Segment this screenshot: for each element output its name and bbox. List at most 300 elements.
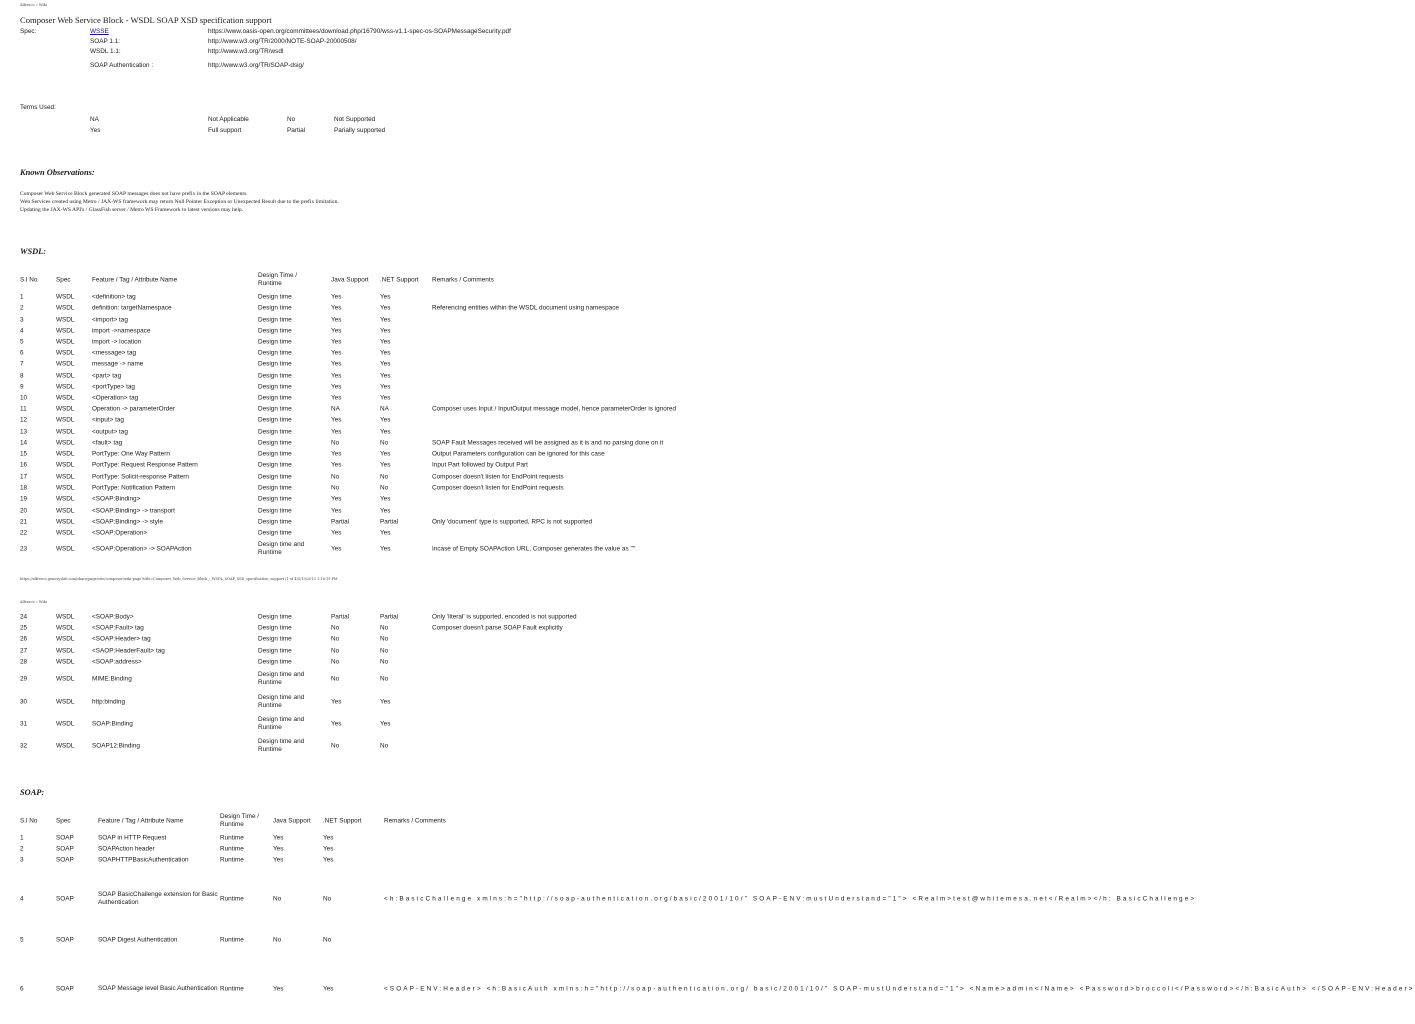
table-cell: Design time and Runtime bbox=[258, 694, 305, 709]
table-cell: PortType: Request Response Pattern bbox=[92, 461, 198, 469]
table-cell: SOAP bbox=[56, 834, 74, 842]
table-cell: No bbox=[380, 658, 389, 666]
spec-label: Spec: bbox=[20, 28, 37, 35]
table-cell: No bbox=[380, 647, 389, 655]
table-cell: SOAP in HTTP Request bbox=[98, 834, 167, 842]
table-cell: <fault> tag bbox=[92, 439, 123, 447]
table-cell: <definition> tag bbox=[92, 293, 136, 301]
table-row bbox=[0, 845, 768, 853]
table-header-row bbox=[0, 272, 768, 287]
table-cell: WSDL bbox=[56, 304, 75, 312]
table-cell: 5 bbox=[20, 936, 24, 944]
table-cell: SOAP bbox=[56, 845, 74, 853]
table-row bbox=[0, 349, 768, 357]
table-cell: Yes bbox=[380, 372, 391, 380]
table-cell: Feature / Tag / Attribute Name bbox=[98, 817, 184, 825]
table-cell: Java Support bbox=[273, 817, 311, 825]
table-cell: 30 bbox=[20, 698, 28, 706]
table-cell: Only 'document' type is supported, RPC is not supported bbox=[432, 518, 593, 526]
table-cell: NA bbox=[380, 405, 389, 413]
table-cell: SOAP bbox=[56, 856, 74, 864]
spec-url[interactable]: https://www.oasis-open.org/committees/download.php/16790/wss-v1.1-spec-os-SOAPMessageSecurity.pdf bbox=[208, 28, 511, 35]
table-cell: 21 bbox=[20, 518, 28, 526]
table-row bbox=[0, 985, 1415, 993]
table-cell: Design time bbox=[258, 416, 292, 424]
table-row bbox=[0, 694, 768, 709]
table-cell: SOAPAction header bbox=[98, 845, 155, 853]
table-cell: Yes bbox=[380, 338, 391, 346]
table-cell: Yes bbox=[323, 845, 334, 853]
table-cell: Yes bbox=[331, 416, 342, 424]
spec-name: SOAP 1.1: bbox=[90, 38, 121, 45]
table-cell: Remarks / Comments bbox=[432, 276, 494, 284]
table-cell: Yes bbox=[380, 383, 391, 391]
spec-url[interactable]: http://www.w3.org/TR/2000/NOTE-SOAP-20000508/ bbox=[208, 38, 357, 45]
table-cell: NA bbox=[331, 405, 340, 413]
table-cell: <SOAP:Binding> bbox=[92, 495, 141, 503]
table-cell: Design time bbox=[258, 293, 292, 301]
table-cell: No bbox=[380, 484, 389, 492]
table-cell: Yes bbox=[380, 360, 391, 368]
table-row bbox=[0, 529, 768, 537]
table-cell: SOAP bbox=[56, 895, 74, 903]
table-cell: No bbox=[380, 624, 389, 632]
table-cell: PortType: Solicit-response Pattern bbox=[92, 473, 189, 481]
table-cell: No bbox=[380, 675, 389, 683]
table-cell: Yes bbox=[380, 304, 391, 312]
table-cell: 32 bbox=[20, 742, 28, 750]
table-cell: WSDL bbox=[56, 349, 75, 357]
table-cell: Spec bbox=[56, 276, 71, 284]
table-cell: 5 bbox=[20, 338, 24, 346]
table-cell: Design time bbox=[258, 635, 292, 643]
table-cell: 4 bbox=[20, 327, 24, 335]
table-cell: Incase of Empty SOAPAction URL, Composer generates the value as "" bbox=[432, 545, 635, 553]
table-cell: Design time bbox=[258, 647, 292, 655]
table-row bbox=[0, 518, 768, 526]
table-cell: MIME:Binding bbox=[92, 675, 132, 683]
table-cell: 3 bbox=[20, 316, 24, 324]
table-cell: <message> tag bbox=[92, 349, 137, 357]
table-cell: 17 bbox=[20, 473, 28, 481]
table-cell: WSDL bbox=[56, 545, 75, 553]
table-cell: 29 bbox=[20, 675, 28, 683]
table-cell: WSDL bbox=[56, 405, 75, 413]
table-cell: Yes bbox=[273, 856, 284, 864]
table-cell: Design time and Runtime bbox=[258, 716, 305, 731]
table-cell: Design time bbox=[258, 461, 292, 469]
table-cell: 6 bbox=[20, 985, 24, 993]
table-cell: 27 bbox=[20, 647, 28, 655]
table-cell: Runtime bbox=[220, 936, 244, 944]
table-cell: <SOAP:Operation> bbox=[92, 529, 148, 537]
table-cell: Design time and Runtime bbox=[258, 738, 305, 753]
table-cell: No bbox=[331, 624, 340, 632]
table-cell: S.l No bbox=[20, 817, 38, 825]
term-meaning: Parially supported bbox=[334, 127, 386, 134]
table-cell: 24 bbox=[20, 613, 28, 621]
table-cell: <SAOP:HeaderFault> tag bbox=[92, 647, 165, 655]
table-cell: PortType: Notification Pattern bbox=[92, 484, 176, 492]
table-header-row bbox=[0, 813, 768, 828]
table-cell: Java Support bbox=[331, 276, 369, 284]
table-cell: 2 bbox=[20, 304, 24, 312]
table-cell: No bbox=[273, 936, 282, 944]
table-cell: <Operation> tag bbox=[92, 394, 139, 402]
table-row bbox=[0, 716, 768, 731]
table-cell: <import> tag bbox=[92, 316, 128, 324]
table-cell: 12 bbox=[20, 416, 28, 424]
table-cell: Composer doesn't parse SOAP Fault explicitly bbox=[432, 624, 563, 632]
table-cell: Yes bbox=[380, 545, 391, 553]
table-cell: Design time bbox=[258, 658, 292, 666]
table-cell: Yes bbox=[273, 834, 284, 842]
table-cell: WSDL bbox=[56, 529, 75, 537]
table-cell: Spec bbox=[56, 817, 71, 825]
table-cell: 4 bbox=[20, 895, 24, 903]
table-cell: WSDL bbox=[56, 675, 75, 683]
table-cell: Yes bbox=[331, 383, 342, 391]
table-cell: WSDL bbox=[56, 461, 75, 469]
table-cell: SOAP bbox=[56, 985, 74, 993]
table-cell: Yes bbox=[331, 698, 342, 706]
table-row bbox=[0, 316, 768, 324]
table-cell: WSDL bbox=[56, 316, 75, 324]
table-cell: 3 bbox=[20, 856, 24, 864]
table-cell: 15 bbox=[20, 450, 28, 458]
table-cell: Yes bbox=[331, 327, 342, 335]
table-cell: Design time and Runtime bbox=[258, 671, 305, 686]
table-cell: 6 bbox=[20, 349, 24, 357]
term-meaning: Not Applicable bbox=[208, 116, 249, 123]
soap-heading: SOAP: bbox=[20, 788, 45, 797]
table-cell: Yes bbox=[331, 293, 342, 301]
table-cell: Runtime bbox=[220, 895, 244, 903]
table-cell: Yes bbox=[331, 495, 342, 503]
table-cell: <portType> tag bbox=[92, 383, 135, 391]
table-cell: PortType: One Way Pattern bbox=[92, 450, 170, 458]
table-cell: No bbox=[323, 895, 332, 903]
table-cell: <part> tag bbox=[92, 372, 122, 380]
table-cell: 13 bbox=[20, 428, 28, 436]
table-cell: Yes bbox=[323, 834, 334, 842]
table-cell: No bbox=[380, 473, 389, 481]
table-cell: Design time bbox=[258, 405, 292, 413]
table-cell: Yes bbox=[331, 450, 342, 458]
table-row bbox=[0, 405, 768, 413]
table-cell: Yes bbox=[331, 304, 342, 312]
table-cell: WSDL bbox=[56, 416, 75, 424]
table-row bbox=[0, 507, 768, 515]
table-cell: WSDL bbox=[56, 473, 75, 481]
table-cell: Yes bbox=[380, 698, 391, 706]
table-cell: Yes bbox=[380, 428, 391, 436]
term-abbr: No bbox=[287, 116, 296, 123]
table-cell: <output> tag bbox=[92, 428, 128, 436]
table-row bbox=[0, 304, 768, 312]
table-cell: Yes bbox=[323, 856, 334, 864]
table-cell: <SOAP:Binding> -> transport bbox=[92, 507, 175, 515]
table-cell: 16 bbox=[20, 461, 28, 469]
table-row bbox=[0, 891, 1197, 906]
table-cell: Composer doesn't listen for EndPoint requests bbox=[432, 473, 564, 481]
table-cell: No bbox=[331, 675, 340, 683]
page-header-2: Alfresco » Wiki bbox=[20, 600, 47, 604]
table-cell: Yes bbox=[331, 316, 342, 324]
table-cell: WSDL bbox=[56, 360, 75, 368]
table-row bbox=[0, 461, 768, 469]
table-row bbox=[0, 936, 768, 944]
table-cell: Feature / Tag / Attribute Name bbox=[92, 276, 178, 284]
table-cell: <SOAP:Header> tag bbox=[92, 635, 151, 643]
table-cell: Design time bbox=[258, 450, 292, 458]
table-cell: Partial bbox=[331, 613, 350, 621]
table-cell: Composer doesn't listen for EndPoint requests bbox=[432, 484, 564, 492]
table-cell: SOAPHTTPBasicAuthentication bbox=[98, 856, 189, 864]
table-row bbox=[0, 647, 768, 655]
table-cell: WSDL bbox=[56, 495, 75, 503]
table-cell: Design time bbox=[258, 529, 292, 537]
table-cell: 22 bbox=[20, 529, 28, 537]
table-cell: SOAP12:Binding bbox=[92, 742, 140, 750]
table-cell: Yes bbox=[380, 327, 391, 335]
table-cell: Runtime bbox=[220, 985, 244, 993]
table-cell: Design time bbox=[258, 304, 292, 312]
table-cell: WSDL bbox=[56, 698, 75, 706]
table-cell: No bbox=[331, 484, 340, 492]
table-cell: Yes bbox=[331, 529, 342, 537]
table-row bbox=[0, 834, 768, 842]
table-cell: WSDL bbox=[56, 635, 75, 643]
table-cell: WSDL bbox=[56, 338, 75, 346]
table-cell: message -> name bbox=[92, 360, 144, 368]
table-row bbox=[0, 383, 768, 391]
table-cell: Design Time / Runtime bbox=[220, 813, 260, 828]
table-cell: 1 bbox=[20, 834, 24, 842]
table-cell: No bbox=[331, 658, 340, 666]
table-cell: 2 bbox=[20, 845, 24, 853]
table-cell: Yes bbox=[331, 372, 342, 380]
table-cell: SOAP Fault Messages received will be assigned as it is and no parsing done on it bbox=[432, 439, 664, 447]
table-cell: No bbox=[323, 936, 332, 944]
table-row bbox=[0, 658, 768, 666]
table-cell: 23 bbox=[20, 545, 28, 553]
table-cell: Design time bbox=[258, 372, 292, 380]
table-cell: Design time bbox=[258, 484, 292, 492]
table-cell: Yes bbox=[380, 461, 391, 469]
observation-item: Web Services created using Metro / JAX-WS framework may return Null Pointer Exception or Unexpected Result due to the prefix limitation. bbox=[20, 199, 339, 205]
table-cell: WSDL bbox=[56, 507, 75, 515]
table-cell: Design time bbox=[258, 394, 292, 402]
table-cell: WSDL bbox=[56, 383, 75, 391]
table-cell: Yes bbox=[380, 720, 391, 728]
table-cell: 7 bbox=[20, 360, 24, 368]
table-cell: Partial bbox=[380, 613, 399, 621]
table-cell: Runtime bbox=[220, 856, 244, 864]
table-row bbox=[0, 293, 768, 301]
table-cell: SOAP bbox=[56, 936, 74, 944]
table-cell: <input> tag bbox=[92, 416, 124, 424]
table-cell: <SOAP:Binding> -> style bbox=[92, 518, 163, 526]
table-cell: No bbox=[331, 635, 340, 643]
table-cell: Yes bbox=[331, 360, 342, 368]
table-cell: 10 bbox=[20, 394, 28, 402]
table-cell: 20 bbox=[20, 507, 28, 515]
table-cell: Yes bbox=[380, 495, 391, 503]
table-cell: WSDL bbox=[56, 394, 75, 402]
page-title: Composer Web Service Block - WSDL SOAP XSD specification support bbox=[20, 15, 272, 25]
table-cell: SOAP Digest Authentication bbox=[98, 936, 178, 944]
table-row bbox=[0, 450, 768, 458]
table-cell: 1 bbox=[20, 293, 24, 301]
table-cell: Yes bbox=[331, 507, 342, 515]
table-cell: http:binding bbox=[92, 698, 126, 706]
table-cell: Design time bbox=[258, 383, 292, 391]
table-cell: Yes bbox=[380, 529, 391, 537]
table-cell: WSDL bbox=[56, 624, 75, 632]
table-cell: WSDL bbox=[56, 518, 75, 526]
table-cell: Remarks / Comments bbox=[384, 817, 446, 825]
table-cell: No bbox=[331, 439, 340, 447]
table-cell: Design time bbox=[258, 624, 292, 632]
table-cell: Design time bbox=[258, 360, 292, 368]
table-cell: definition: targetNamespace bbox=[92, 304, 172, 312]
table-cell: 25 bbox=[20, 624, 28, 632]
table-cell: Referencing entities within the WSDL document using namespace bbox=[432, 304, 619, 312]
table-cell: No bbox=[331, 473, 340, 481]
table-cell: import ->namespace bbox=[92, 327, 151, 335]
spec-name[interactable]: WSSE bbox=[90, 28, 109, 35]
table-row bbox=[0, 327, 768, 335]
table-cell: Yes bbox=[331, 394, 342, 402]
table-cell: Yes bbox=[331, 545, 342, 553]
table-cell: No bbox=[331, 742, 340, 750]
table-cell: 18 bbox=[20, 484, 28, 492]
table-cell: Design time bbox=[258, 316, 292, 324]
table-row bbox=[0, 428, 768, 436]
table-cell: Design time bbox=[258, 428, 292, 436]
spec-name: WSDL 1.1: bbox=[90, 48, 121, 55]
table-cell: WSDL bbox=[56, 484, 75, 492]
observations-heading: Known Observations: bbox=[20, 168, 95, 177]
table-cell: WSDL bbox=[56, 428, 75, 436]
table-cell: Design Time / Runtime bbox=[258, 272, 298, 287]
table-cell: 11 bbox=[20, 405, 27, 413]
table-cell: 8 bbox=[20, 372, 24, 380]
table-cell: WSDL bbox=[56, 439, 75, 447]
table-row bbox=[0, 484, 768, 492]
table-cell: 19 bbox=[20, 495, 28, 503]
table-row bbox=[0, 372, 768, 380]
term-abbr: Yes bbox=[90, 127, 101, 134]
table-cell: Yes bbox=[380, 394, 391, 402]
table-row bbox=[0, 394, 768, 402]
table-cell: 31 bbox=[20, 720, 28, 728]
page-header: Alfresco » Wiki bbox=[20, 3, 47, 7]
table-cell: <SOAP:address> bbox=[92, 658, 142, 666]
table-cell: Yes bbox=[380, 416, 391, 424]
table-cell: .NET Support bbox=[380, 276, 419, 284]
observation-item: Updating the JAX-WS API's / GlassFish server / Metro WS Framework to latest versions may help. bbox=[20, 207, 244, 213]
table-row bbox=[0, 738, 768, 753]
term-abbr: Partial bbox=[287, 127, 306, 134]
table-cell: import -> location bbox=[92, 338, 142, 346]
table-row bbox=[0, 473, 768, 481]
table-row bbox=[0, 416, 768, 424]
table-cell: Operation -> parameterOrder bbox=[92, 405, 175, 413]
table-cell: Yes bbox=[380, 316, 391, 324]
table-cell: WSDL bbox=[56, 720, 75, 728]
table-cell: Composer uses Input / InputOutput message model, hence parameterOrder is ignored bbox=[432, 405, 677, 413]
table-cell: WSDL bbox=[56, 647, 75, 655]
table-cell: WSDL bbox=[56, 327, 75, 335]
table-cell: <h:BasicChallenge xmlns:h="http://soap-authentication.org/basic/2001/10/" SOAP-ENV:mustUnderstand="1"> <Realm>test@whitemesa.net</Realm></h: BasicChallenge> bbox=[384, 895, 1197, 903]
table-cell: <SOAP-ENV:Header> <h:BasicAuth xmlns:h="http://soap-authentication.org/ basic/2001/10/" SOAP-mustUnderstand="1"> <Name>admin</Name> <Password>broccoli</Password></h:BasicAuth> </SOAP-ENV:Header> bbox=[384, 985, 1415, 993]
table-cell: Output Parameters configuration can be ignored for this case bbox=[432, 450, 605, 458]
term-abbr: NA bbox=[90, 116, 99, 123]
table-cell: No bbox=[380, 439, 389, 447]
table-cell: 9 bbox=[20, 383, 24, 391]
spec-url[interactable]: http://www.w3.org/TR/SOAP-dsig/ bbox=[208, 62, 304, 69]
table-row bbox=[0, 624, 768, 632]
table-cell: <SOAP:Fault> tag bbox=[92, 624, 144, 632]
table-cell: Yes bbox=[331, 461, 342, 469]
table-cell: No bbox=[273, 895, 282, 903]
table-cell: WSDL bbox=[56, 372, 75, 380]
table-cell: Partial bbox=[331, 518, 350, 526]
table-cell: Yes bbox=[323, 985, 334, 993]
table-cell: WSDL bbox=[56, 613, 75, 621]
table-cell: WSDL bbox=[56, 293, 75, 301]
spec-name: SOAP Authentication : bbox=[90, 62, 154, 69]
spec-url[interactable]: http://www.w3.org/TR/wsdl bbox=[208, 48, 284, 55]
table-cell: Yes bbox=[380, 349, 391, 357]
table-cell: Design time and Runtime bbox=[258, 541, 305, 556]
term-meaning: Not Supported bbox=[334, 116, 376, 123]
table-cell: WSDL bbox=[56, 658, 75, 666]
table-row bbox=[0, 613, 768, 621]
table-row bbox=[0, 338, 768, 346]
table-cell: WSDL bbox=[56, 742, 75, 750]
table-row bbox=[0, 671, 768, 686]
table-cell: Yes bbox=[331, 338, 342, 346]
table-cell: Design time bbox=[258, 518, 292, 526]
table-cell: Design time bbox=[258, 338, 292, 346]
table-cell: Yes bbox=[380, 507, 391, 515]
table-cell: Design time bbox=[258, 349, 292, 357]
table-cell: SOAP BasicChallenge extension for Basic Authentication bbox=[98, 891, 218, 906]
table-cell: SOAP Message level Basic Authentication bbox=[98, 985, 218, 992]
table-cell: SOAP:Binding bbox=[92, 720, 133, 728]
table-cell: Runtime bbox=[220, 845, 244, 853]
table-row bbox=[0, 439, 768, 447]
table-cell: 14 bbox=[20, 439, 28, 447]
table-cell: Input Part followed by Output Part bbox=[432, 461, 528, 469]
table-cell: No bbox=[380, 742, 389, 750]
table-cell: Design time bbox=[258, 613, 292, 621]
table-cell: Design time bbox=[258, 473, 292, 481]
table-cell: <SOAP:Operation> -> SOAPAction bbox=[92, 545, 192, 553]
table-row bbox=[0, 495, 768, 503]
table-cell: S.l No bbox=[20, 276, 38, 284]
term-meaning: Full support bbox=[208, 127, 242, 134]
page-footer: https://alfresco.genesyslab.com/share/page/site/composer/wiki-page?title=Composer_Web_Service_Block_-_WSDL_SOAP_XSD_specification_support (1 of 4)5/19/2013 1:16:19 PM bbox=[20, 577, 338, 581]
table-cell: Yes bbox=[273, 845, 284, 853]
table-row bbox=[0, 541, 768, 556]
table-cell: Yes bbox=[380, 450, 391, 458]
table-cell: Yes bbox=[273, 985, 284, 993]
table-cell: Yes bbox=[331, 720, 342, 728]
